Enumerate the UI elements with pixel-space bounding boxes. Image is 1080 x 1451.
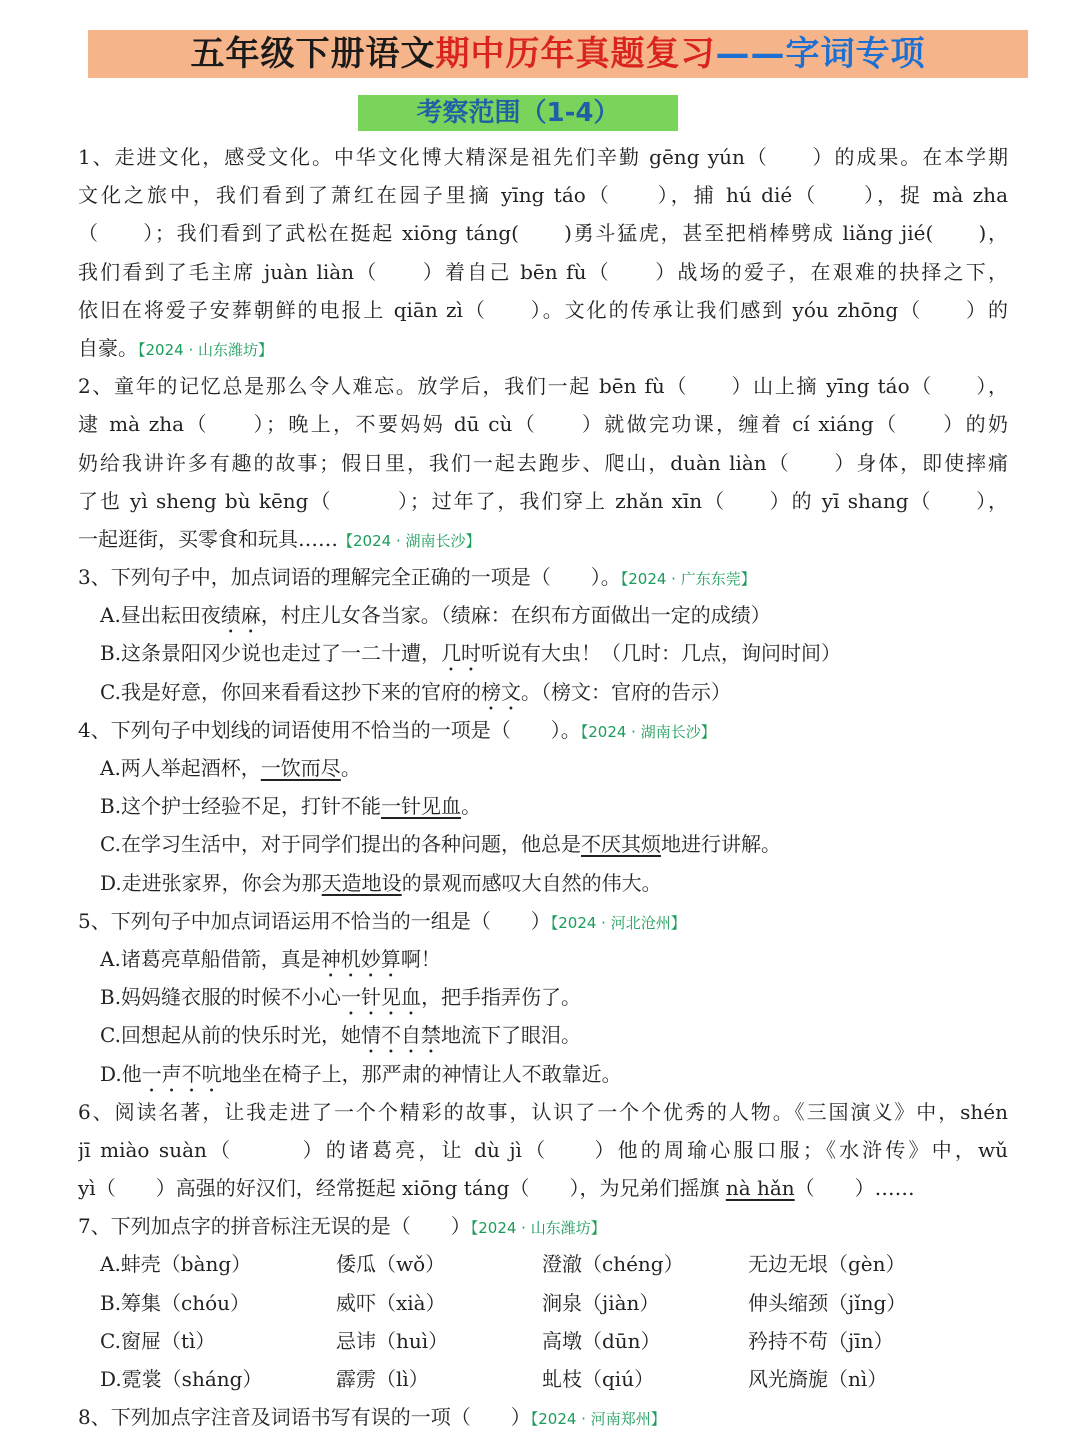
q4-a-pre: A.两人举起酒杯， bbox=[100, 756, 261, 780]
q2-end-text: 一起逛街，买零食和玩具…… bbox=[78, 526, 338, 551]
source-tag: 【2024 · 广东东莞】 bbox=[620, 570, 756, 589]
source-tag: 【2024 · 河南郑州】 bbox=[530, 1410, 666, 1429]
page-title bbox=[88, 30, 1028, 78]
q7-cell: 澄澈（chéng） bbox=[542, 1252, 684, 1277]
q3-option-c bbox=[78, 673, 1008, 711]
q4-option-b bbox=[78, 787, 1008, 825]
q3-b-pre: B.这条景阳冈少说也走过了一二十遭， bbox=[100, 641, 442, 666]
source-tag: 【2024 · 山东潍坊】 bbox=[138, 340, 273, 359]
q8-stem bbox=[78, 1398, 1008, 1436]
q4-b-underlined: 一针见血 bbox=[381, 794, 462, 819]
q7-option-row bbox=[78, 1360, 1008, 1398]
q5-b-pre: B.妈妈缝衣服的时候不小心 bbox=[100, 985, 342, 1010]
q7-cell: C.窗屉（tì） bbox=[100, 1328, 216, 1353]
q5-option-d bbox=[78, 1055, 1008, 1093]
q7-stem bbox=[78, 1207, 1008, 1245]
q7-cell: 威吓（xià） bbox=[336, 1290, 446, 1315]
q5-d-post: 地坐在椅子上，那严肃的神情让人不敢靠近。 bbox=[221, 1061, 622, 1086]
title-part-topic: ——字词专项 bbox=[715, 34, 926, 74]
q6-line: jī miào suàn（ ）的诸葛亮，让 dù jì（ ）他的周瑜心服口服；《水浒传》中，wǔ bbox=[78, 1137, 1008, 1162]
q2-line bbox=[78, 520, 1008, 558]
q5-option-a bbox=[78, 940, 1008, 978]
source-tag: 【2024 · 湖南长沙】 bbox=[580, 722, 716, 741]
q5-b-dotted: 一针见血 bbox=[341, 985, 422, 1010]
q6-l3-post: （ ）…… bbox=[794, 1176, 915, 1201]
q1-line bbox=[78, 329, 1008, 367]
q4-d-post: 的景观而感叹大自然的伟大。 bbox=[401, 870, 662, 895]
q5-d-pre: D.他 bbox=[100, 1061, 142, 1086]
q6-line bbox=[78, 1169, 1008, 1207]
q1-line: 依旧在将爱子安葬朝鲜的电报上 qiān zì（ ）。文化的传承让我们感到 yóu zhōng（ ）的 bbox=[78, 297, 1008, 322]
q4-option-a bbox=[78, 749, 1008, 787]
q5-stem bbox=[78, 902, 1008, 940]
q7-cell: B.筹集（chóu） bbox=[100, 1290, 251, 1315]
q7-cell: 忌讳（huì） bbox=[336, 1328, 449, 1353]
q7-option-row bbox=[78, 1245, 1008, 1283]
q7-cell: 涧泉（jiàn） bbox=[542, 1290, 660, 1315]
title-part-grade: 五年级下册语文 bbox=[190, 34, 436, 74]
source-tag: 【2024 · 山东潍坊】 bbox=[470, 1219, 606, 1238]
q3-option-a bbox=[78, 596, 1008, 634]
q4-d-pre: D.走进张家界，你会为那 bbox=[100, 870, 322, 895]
q3-c-post: 。（榜文：官府的告示） bbox=[520, 679, 731, 704]
q8-stem-text: 8、下列加点字注音及词语书写有误的一项（ ） bbox=[78, 1405, 531, 1430]
q2-line: 了也 yì sheng bù kēng（ ）；过年了，我们穿上 zhǎn xīn（ ）的 yī shang（ ）， bbox=[78, 488, 1008, 513]
q5-d-dotted: 一声不吭 bbox=[141, 1061, 222, 1086]
q4-c-pre: C.在学习生活中，对于同学们提出的各种问题，他总是 bbox=[100, 832, 581, 857]
q5-c-dotted: 情不自禁 bbox=[360, 1023, 441, 1048]
title-part-review: 期中历年真题复习 bbox=[435, 34, 716, 74]
q1-end-text: 自豪。 bbox=[78, 335, 138, 360]
q5-a-dotted: 神机妙算 bbox=[320, 946, 401, 971]
q7-cell: 虬枝（qiú） bbox=[542, 1367, 655, 1391]
q7-cell: A.蚌壳（bàng） bbox=[100, 1252, 252, 1277]
q4-stem-text: 4、下列句子中划线的词语使用不恰当的一项是（ ）。 bbox=[78, 717, 581, 742]
q7-option-row bbox=[78, 1322, 1008, 1360]
q7-cell: 无边无垠（gèn） bbox=[748, 1252, 906, 1277]
q7-cell: 倭瓜（wǒ） bbox=[336, 1252, 446, 1277]
q5-c-post: 地流下了眼泪。 bbox=[440, 1023, 581, 1048]
q7-cell: 高墩（dūn） bbox=[542, 1328, 661, 1353]
q4-d-underlined: 天造地设 bbox=[321, 870, 402, 895]
q7-option-row bbox=[78, 1284, 1008, 1322]
q4-a-underlined: 一饮而尽 bbox=[260, 756, 341, 780]
q7-cell: 伸头缩颈（jǐng） bbox=[748, 1290, 907, 1315]
q2-line: 2、童年的记忆总是那么令人难忘。放学后，我们一起 bēn fù（ ）山上摘 yīng táo（ ）， bbox=[78, 374, 1008, 399]
q3-b-post: 听说有大虫！（几时：几点，询问时间） bbox=[481, 641, 842, 666]
q3-b-dotted: 几时 bbox=[441, 641, 482, 666]
q3-stem bbox=[78, 558, 1008, 596]
source-tag: 【2024 · 河北沧州】 bbox=[550, 913, 686, 932]
q4-stem bbox=[78, 711, 1008, 749]
q4-b-pre: B.这个护士经验不足，打针不能 bbox=[100, 794, 382, 819]
q1-line: 我们看到了毛主席 juàn liàn（ ）着自己 bēn fù（ ）战场的爱子，在艰难的抉择之下， bbox=[78, 259, 1008, 284]
q4-a-post: 。 bbox=[340, 756, 361, 780]
q2-line: 逮 mà zha（ ）；晚上，不要妈妈 dū cù（ ）就做完功课，缠着 cí xiáng（ ）的奶 bbox=[78, 412, 1008, 437]
q3-c-pre: C.我是好意，你回来看看这抄下来的官府的 bbox=[100, 679, 481, 704]
q1-line: （ ）；我们看到了武松在挺起 xiōng táng( )勇斗猛虎，甚至把梢棒劈成 liǎng jié( )， bbox=[78, 221, 1008, 246]
question-list bbox=[78, 138, 1008, 1436]
q7-cell: D.霓裳（sháng） bbox=[100, 1367, 263, 1391]
q3-a-post: ，村庄儿女各当家。（绩麻：在织布方面做出一定的成绩） bbox=[260, 603, 771, 628]
q4-c-underlined: 不厌其烦 bbox=[580, 832, 661, 857]
q2-line: 奶给我讲许多有趣的故事；假日里，我们一起去跑步、爬山，duàn liàn（ ）身体，即使摔痛 bbox=[78, 450, 1008, 475]
q7-stem-text: 7、下列加点字的拼音标注无误的是（ ） bbox=[78, 1214, 471, 1239]
q7-cell: 风光旖旎（nì） bbox=[748, 1367, 888, 1391]
q5-option-c bbox=[78, 1016, 1008, 1054]
q3-a-pre: A.昼出耘田夜 bbox=[100, 603, 221, 628]
q6-l3-pre: yì（ ）高强的好汉们，经常挺起 xiōng táng（ ），为兄弟们摇旗 bbox=[78, 1176, 726, 1201]
q4-c-post: 地进行讲解。 bbox=[660, 832, 781, 857]
q3-option-b bbox=[78, 634, 1008, 672]
q4-b-post: 。 bbox=[461, 794, 482, 819]
q1-line: 1、走进文化，感受文化。中华文化博大精深是祖先们辛勤 gēng yún（ ）的成果。在本学期 bbox=[78, 145, 1008, 169]
q5-stem-text: 5、下列句子中加点词语运用不恰当的一组是（ ） bbox=[78, 908, 551, 933]
q4-option-d bbox=[78, 864, 1008, 902]
scope-subtitle: 考察范围（1-4） bbox=[358, 95, 678, 131]
q6-line: 6、阅读名著，让我走进了一个个精彩的故事，认识了一个个优秀的人物。《三国演义》中，shén bbox=[78, 1099, 1008, 1124]
source-tag: 【2024 · 湖南长沙】 bbox=[338, 531, 481, 550]
q1-line: 文化之旅中，我们看到了萧红在园子里摘 yīng táo（ ），捕 hú dié（ ），捉 mà zha bbox=[78, 183, 1008, 208]
q3-c-dotted: 榜文 bbox=[480, 679, 521, 704]
q4-option-c bbox=[78, 825, 1008, 863]
q6-l3-underlined: nà hǎn bbox=[725, 1176, 795, 1201]
q3-stem-text: 3、下列句子中，加点词语的理解完全正确的一项是（ ）。 bbox=[78, 565, 621, 590]
q5-a-pre: A.诸葛亮草船借箭，真是 bbox=[100, 946, 321, 971]
q7-cell: 霹雳（lì） bbox=[336, 1367, 429, 1391]
q5-a-post: 啊！ bbox=[400, 946, 441, 971]
q3-a-dotted: 绩麻 bbox=[220, 603, 261, 628]
q5-b-post: ，把手指弄伤了。 bbox=[421, 985, 582, 1010]
q7-cell: 矜持不苟（jīn） bbox=[748, 1328, 894, 1353]
q5-c-pre: C.回想起从前的快乐时光，她 bbox=[100, 1023, 361, 1048]
q5-option-b bbox=[78, 978, 1008, 1016]
